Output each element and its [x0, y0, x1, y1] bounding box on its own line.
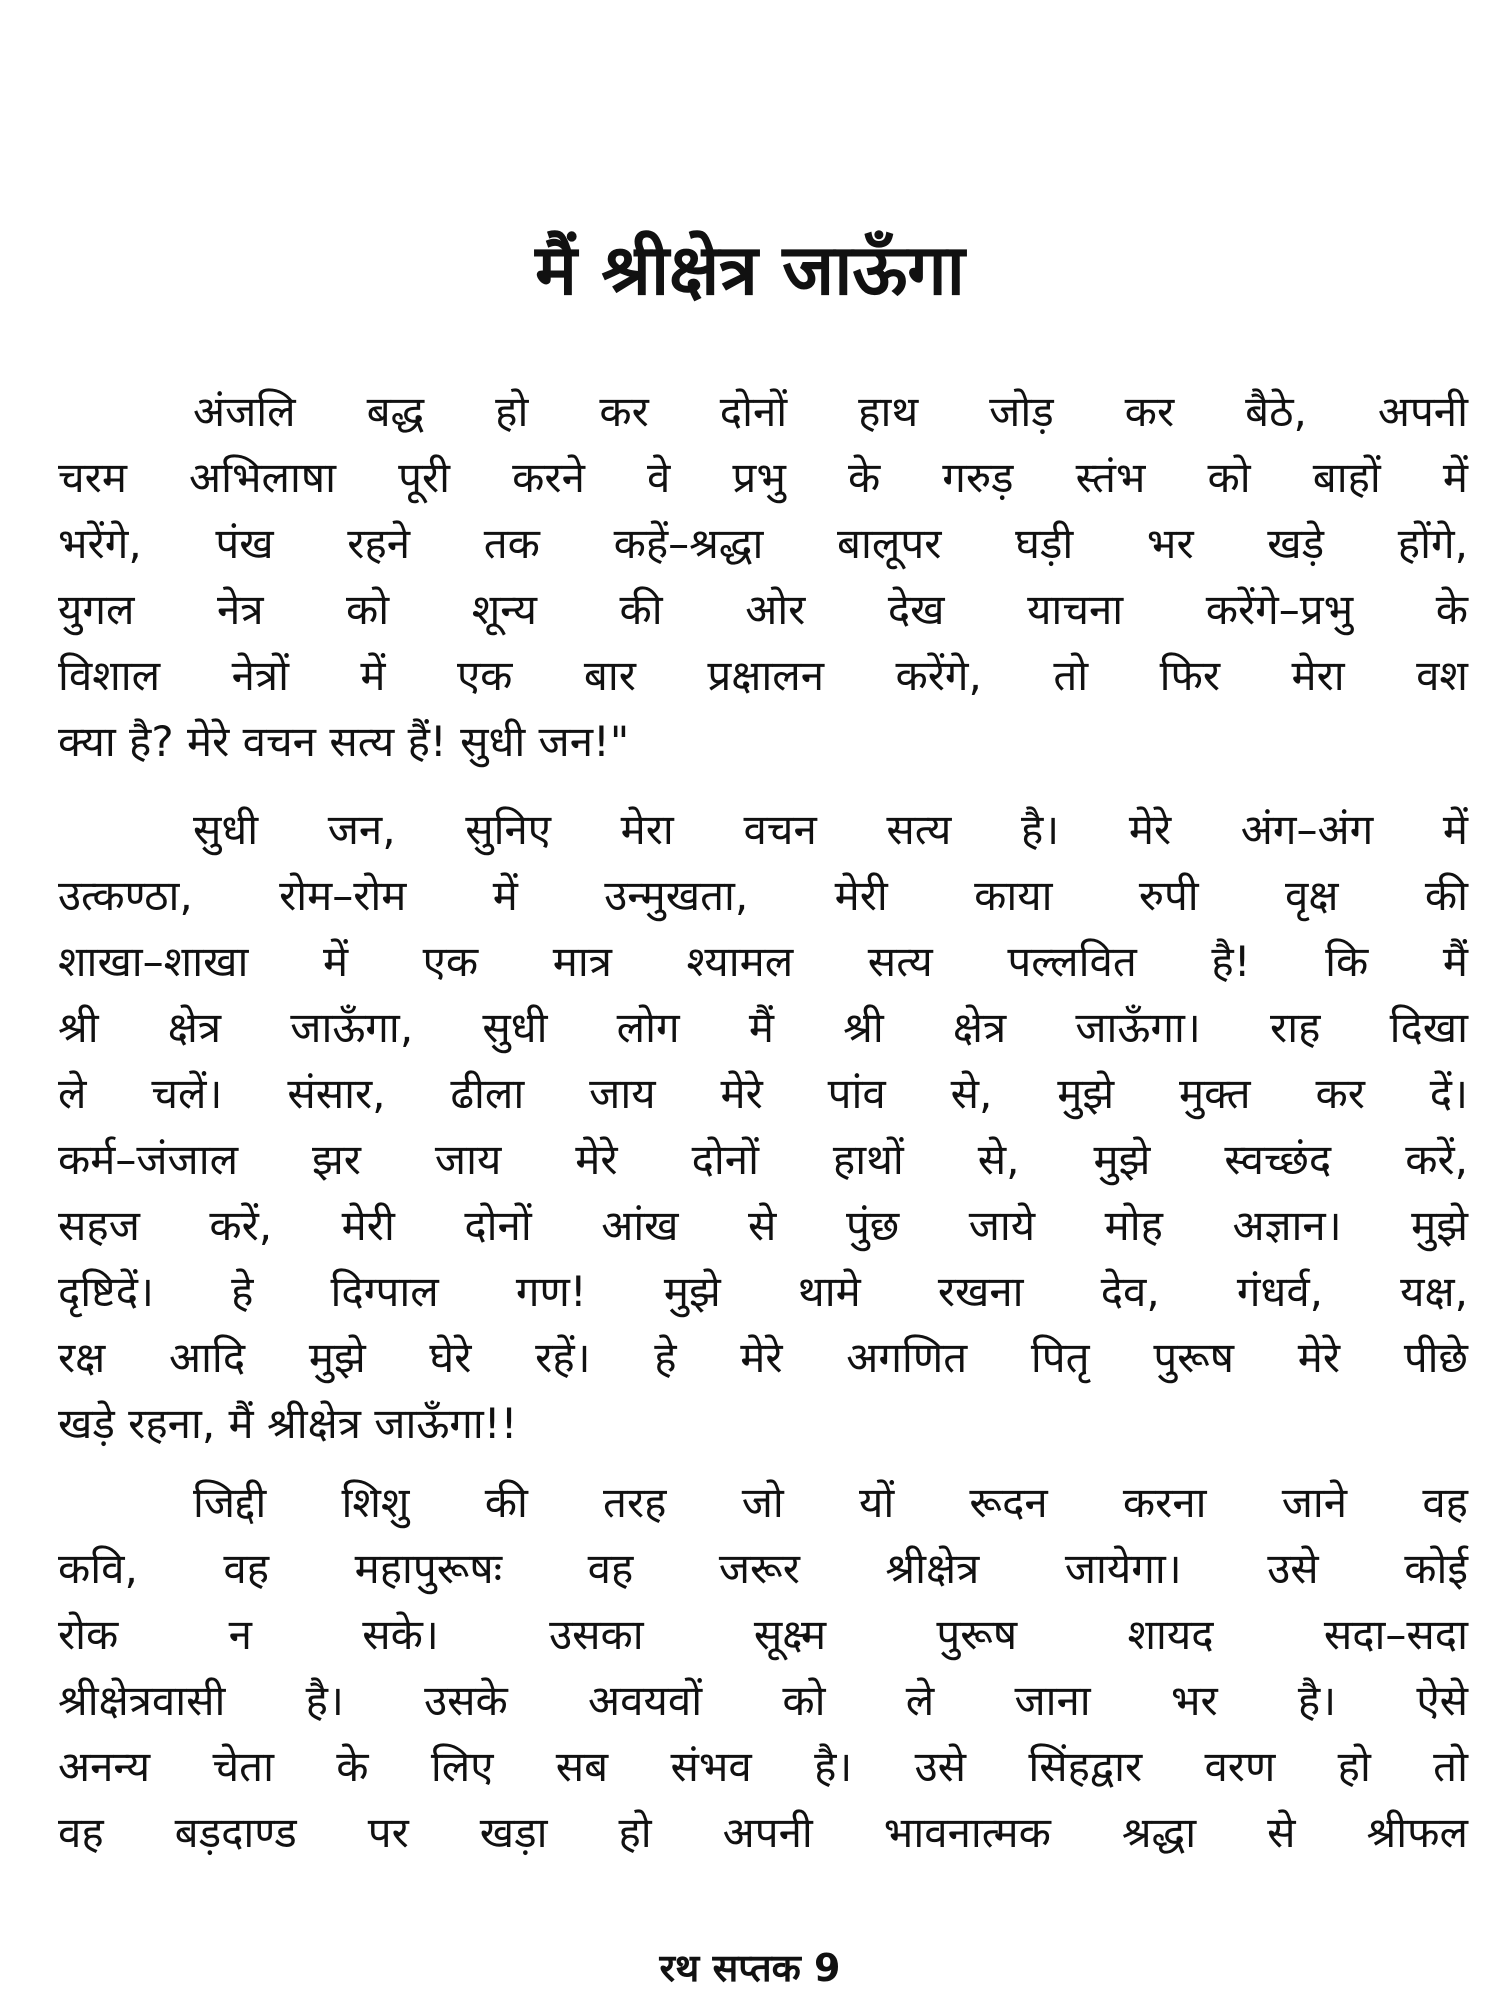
text-line: उत्कण्ठा, रोम–रोम में उन्मुखता, मेरी काया रुपी वृक्ष की — [58, 871, 1468, 920]
page-footer: रथ सप्तक 9 — [659, 1946, 841, 1990]
text-line: अंजलि बद्ध हो कर दोनों हाथ जोड़ कर बैठे, अपनी — [193, 387, 1468, 436]
text-line: खड़े रहना, मैं श्रीक्षेत्र जाऊँगा!! — [58, 1399, 518, 1448]
text-line: ले चलें। संसार, ढीला जाय मेरे पांव से, मुझे मुक्त कर दें। — [58, 1069, 1468, 1118]
page-title: मैं श्रीक्षेत्र जाऊँगा — [535, 229, 965, 311]
paragraph-2 — [58, 797, 1468, 1457]
text-line: वह बड़दाण्ड पर खड़ा हो अपनी भावनात्मक श्रद्धा से श्रीफल — [58, 1808, 1468, 1857]
text-line: क्या है? मेरे वचन सत्य हैं! सुधी जन!" — [58, 717, 630, 766]
text-line: सुधी जन, सुनिए मेरा वचन सत्य है। मेरे अंग–अंग में — [193, 805, 1468, 854]
paragraph-1 — [58, 379, 1468, 775]
text-line: रोक न सके। उसका सूक्ष्म पुरूष शायद सदा–सदा — [58, 1610, 1468, 1659]
text-line: कर्म–जंजाल झर जाय मेरे दोनों हाथों से, मुझे स्वच्छंद करें, — [58, 1135, 1468, 1184]
text-line: दृष्टिदें। हे दिग्पाल गण! मुझे थामे रखना देव, गंधर्व, यक्ष, — [58, 1267, 1468, 1316]
text-line: सहज करें, मेरी दोनों आंख से पुंछ जाये मोह अज्ञान। मुझे — [58, 1201, 1468, 1250]
text-line: कवि, वह महापुरूषः वह जरूर श्रीक्षेत्र जायेगा। उसे कोई — [58, 1544, 1468, 1593]
text-line: श्रीक्षेत्रवासी है। उसके अवयवों को ले जाना भर है। ऐसे — [58, 1676, 1468, 1725]
text-line: चरम अभिलाषा पूरी करने वे प्रभु के गरुड़ स्तंभ को बाहों में — [58, 453, 1468, 502]
text-line: जिद्दी शिशु की तरह जो यों रूदन करना जाने वह — [193, 1478, 1468, 1527]
text-line: रक्ष आदि मुझे घेरे रहें। हे मेरे अगणित पितृ पुरूष मेरे पीछे — [58, 1333, 1468, 1382]
text-line: श्री क्षेत्र जाऊँगा, सुधी लोग मैं श्री क्षेत्र जाऊँगा। राह दिखा — [58, 1003, 1468, 1052]
text-line: भरेंगे, पंख रहने तक कहें–श्रद्धा बालूपर घड़ी भर खड़े होंगे, — [58, 519, 1468, 568]
text-line: युगल नेत्र को शून्य की ओर देख याचना करेंगे–प्रभु के — [58, 585, 1468, 634]
paragraph-3 — [58, 1470, 1468, 1866]
text-line: विशाल नेत्रों में एक बार प्रक्षालन करेंगे, तो फिर मेरा वश — [58, 651, 1468, 700]
text-line: शाखा–शाखा में एक मात्र श्यामल सत्य पल्लवित है! कि मैं — [58, 937, 1468, 986]
text-line: अनन्य चेता के लिए सब संभव है। उसे सिंहद्वार वरण हो तो — [58, 1742, 1468, 1791]
